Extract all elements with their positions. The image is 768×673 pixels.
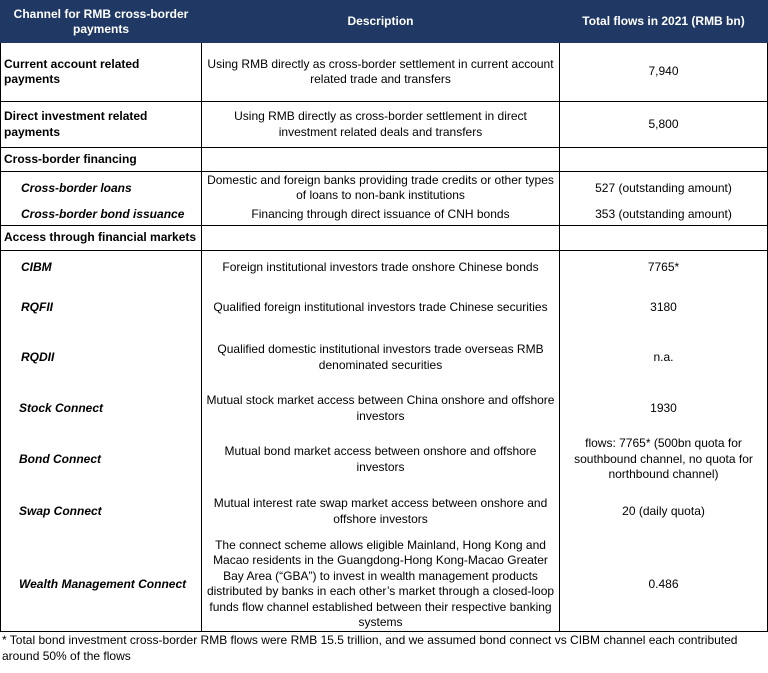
- channel-cell: RQDII: [1, 332, 202, 384]
- flows-cell: 3180: [560, 284, 768, 332]
- footnote: * Total bond investment cross-border RMB flows were RMB 15.5 trillion, and we assumed bond connect vs CIBM channel each contributed around 50% of the flows: [2, 633, 738, 663]
- channel-cell: Direct investment related payments: [1, 102, 202, 148]
- table-row: [1, 486, 768, 538]
- section-row: [1, 148, 768, 172]
- channel-cell: Bond Connect: [1, 434, 202, 486]
- header-description: Description: [202, 1, 560, 43]
- table-row: [1, 538, 768, 632]
- table-row: [1, 251, 768, 284]
- description-cell: Mutual bond market access between onshore and offshore investors: [202, 434, 560, 486]
- flows-cell: 527 (outstanding amount): [560, 172, 768, 205]
- header-total-flows: Total flows in 2021 (RMB bn): [560, 1, 768, 43]
- description-cell: Mutual interest rate swap market access between onshore and offshore investors: [202, 486, 560, 538]
- flows-cell: 1930: [560, 384, 768, 434]
- description-cell: Mutual stock market access between China onshore and offshore investors: [202, 384, 560, 434]
- section-heading: Cross-border financing: [1, 148, 202, 172]
- flows-cell: 0.486: [560, 538, 768, 632]
- channel-cell: Current account related payments: [1, 43, 202, 102]
- description-cell: Qualified domestic institutional investors trade overseas RMB denominated securities: [202, 332, 560, 384]
- flows-cell: 353 (outstanding amount): [560, 205, 768, 226]
- table-row: [1, 172, 768, 205]
- flows-cell: n.a.: [560, 332, 768, 384]
- table-row: [1, 205, 768, 226]
- channel-cell: RQFII: [1, 284, 202, 332]
- table-row: [1, 384, 768, 434]
- description-cell: Foreign institutional investors trade onshore Chinese bonds: [202, 251, 560, 284]
- flows-cell: [560, 148, 768, 172]
- channel-cell: Cross-border loans: [1, 172, 202, 205]
- flows-cell: 20 (daily quota): [560, 486, 768, 538]
- flows-cell: 5,800: [560, 102, 768, 148]
- flows-cell: 7765*: [560, 251, 768, 284]
- table-row: [1, 43, 768, 102]
- description-cell: Domestic and foreign banks providing trade credits or other types of loans to non-bank institutions: [202, 172, 560, 205]
- channel-cell: Cross-border bond issuance: [1, 205, 202, 226]
- description-cell: [202, 148, 560, 172]
- flows-cell: [560, 226, 768, 251]
- description-cell: Using RMB directly as cross-border settlement in current account related trade and transfers: [202, 43, 560, 102]
- channel-cell: Swap Connect: [1, 486, 202, 538]
- description-cell: The connect scheme allows eligible Mainland, Hong Kong and Macao residents in the Guangdong-Hong Kong-Macao Greater Bay Area (“GBA”) to invest in wealth management products distributed by banks in each other’s market through a closed-loop funds flow channel established between their respective banking systems: [202, 538, 560, 632]
- description-cell: Using RMB directly as cross-border settlement in direct investment related deals and transfers: [202, 102, 560, 148]
- table-row: [1, 284, 768, 332]
- description-cell: Qualified foreign institutional investors trade Chinese securities: [202, 284, 560, 332]
- table-row: [1, 434, 768, 486]
- table-row: [1, 102, 768, 148]
- header-channel: Channel for RMB cross-border payments: [1, 1, 202, 43]
- flows-cell: flows: 7765* (500bn quota for southbound channel, no quota for northbound channel): [560, 434, 768, 486]
- description-cell: Financing through direct issuance of CNH bonds: [202, 205, 560, 226]
- channel-cell: Stock Connect: [1, 384, 202, 434]
- section-heading: Access through financial markets: [1, 226, 202, 251]
- table-row: [1, 332, 768, 384]
- section-row: [1, 226, 768, 251]
- channel-cell: CIBM: [1, 251, 202, 284]
- table-header-row: [1, 1, 768, 43]
- channel-cell: Wealth Management Connect: [1, 538, 202, 632]
- flows-cell: 7,940: [560, 43, 768, 102]
- description-cell: [202, 226, 560, 251]
